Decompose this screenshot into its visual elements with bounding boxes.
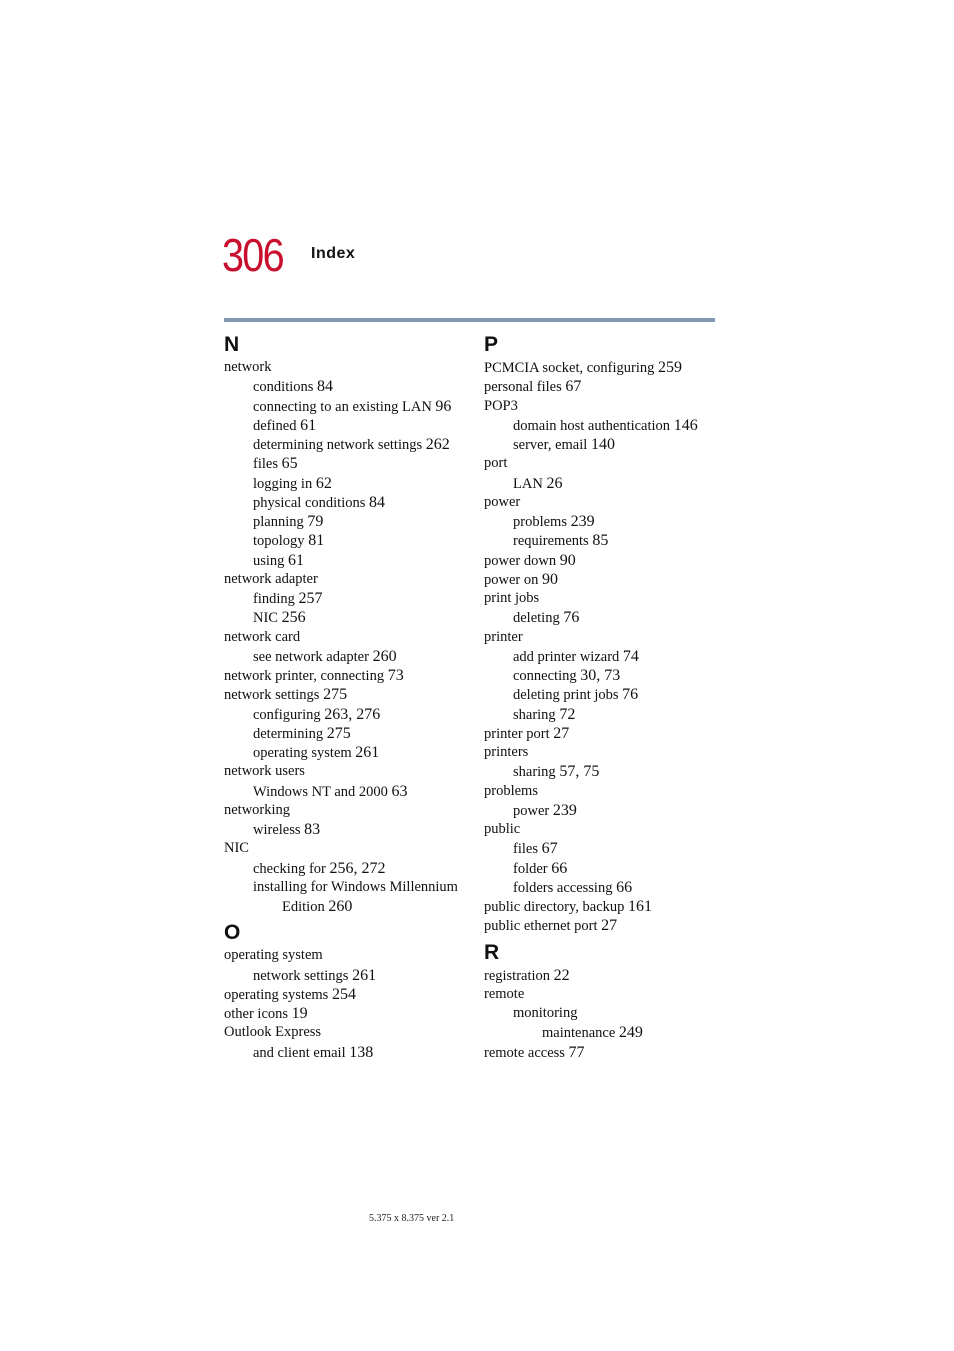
index-entry-pages: 62 (315, 474, 332, 492)
index-entry-term: network (224, 359, 272, 375)
index-entry (224, 1004, 464, 1023)
index-entry-pages: 27 (553, 724, 570, 742)
index-entry-term: public ethernet port (484, 918, 598, 935)
index-entry-term: requirements (513, 533, 589, 550)
index-entry-term: operating systems (224, 986, 329, 1003)
index-entry-term: problems (484, 782, 538, 799)
index-entry (484, 589, 724, 608)
index-entry-pages: 138 (349, 1043, 374, 1061)
index-entry-pages: 84 (317, 378, 334, 396)
index-entry-pages: 261 (355, 744, 380, 761)
index-entry (224, 762, 464, 781)
index-entry-pages: 76 (563, 609, 580, 627)
index-entry (224, 946, 464, 965)
index-entry-pages: 275 (323, 686, 348, 704)
index-entry (484, 570, 724, 589)
page-number: 306 (222, 229, 283, 281)
index-entry-term: installing for Windows Millennium (253, 878, 458, 895)
index-entry (484, 724, 724, 743)
index-entry (484, 1043, 724, 1062)
index-entry (484, 859, 724, 878)
index-entry-term: personal files (484, 379, 562, 396)
index-entry-term: physical conditions (253, 494, 366, 511)
index-entry (224, 377, 464, 396)
index-entry-term: network card (224, 628, 301, 645)
page-title: Index (311, 245, 356, 262)
index-entry (484, 628, 724, 647)
index-entry-pages: 239 (570, 513, 595, 530)
index-entry (484, 820, 724, 839)
index-entry-term: power down (484, 552, 557, 569)
index-entry (484, 358, 724, 377)
index-entry-term: conditions (253, 379, 314, 396)
index-entry (484, 801, 724, 820)
index-entry (484, 985, 724, 1004)
index-entry-term: NIC (224, 840, 249, 857)
index-entry (224, 493, 464, 512)
index-entry-pages: 257 (298, 590, 323, 607)
index-entry-term: server, email (513, 437, 588, 453)
index-entry (224, 474, 464, 493)
index-entry (224, 878, 464, 897)
index-entry (484, 435, 724, 454)
index-entry-pages: 275 (326, 724, 351, 742)
index-entry (224, 608, 464, 627)
index-entry-term: logging in (253, 475, 313, 492)
index-entry-term: determining (253, 725, 324, 742)
index-entry-term: remote access (484, 1044, 565, 1061)
index-entry-term: connecting to an existing LAN (253, 398, 432, 415)
index-entry-pages: 261 (352, 966, 377, 984)
index-entry-term: determining network settings (253, 437, 423, 453)
index-entry-term: see network adapter (253, 648, 369, 665)
index-entry-term: network settings (253, 967, 349, 984)
index-entry (484, 512, 724, 531)
index-entry-pages: 161 (628, 898, 653, 915)
index-entry-pages: 76 (622, 686, 639, 704)
index-entry-pages: 79 (307, 513, 324, 530)
index-entry-term: remote (484, 985, 525, 1002)
index-entry-term: files (513, 841, 538, 858)
index-entry (484, 493, 724, 512)
index-entry (224, 820, 464, 839)
index-entry-pages: 30, 73 (580, 667, 621, 684)
index-entry (224, 647, 464, 666)
index-entry (484, 839, 724, 858)
index-column-right (484, 330, 724, 1062)
index-entry (484, 1004, 724, 1023)
index-entry (224, 512, 464, 531)
index-entry-term: network printer, connecting (224, 668, 385, 684)
index-entry-pages: 19 (291, 1005, 308, 1022)
index-entry-pages: 260 (328, 898, 353, 915)
index-entry (484, 454, 724, 473)
index-entry (484, 743, 724, 762)
index-entry (224, 801, 464, 820)
index-entry-term: network adapter (224, 570, 318, 587)
index-entry-pages: 262 (425, 436, 450, 453)
index-entry (484, 1023, 724, 1042)
index-entry-term: operating system (224, 947, 323, 964)
index-entry (484, 666, 724, 685)
index-entry-term: network users (224, 763, 305, 780)
index-entry-term: folder (513, 860, 548, 877)
index-entry (224, 666, 464, 685)
index-entry (484, 897, 724, 916)
index-entry-term: files (253, 456, 278, 473)
index-entry-pages: 146 (673, 416, 698, 434)
index-entry (224, 570, 464, 589)
index-entry-pages: 66 (616, 878, 633, 896)
index-entry-pages: 63 (391, 782, 408, 800)
index-letter-heading: R (484, 940, 500, 964)
index-entry-pages: 77 (568, 1043, 585, 1061)
index-entry-term: printer (484, 628, 523, 645)
index-entry (224, 628, 464, 647)
index-entry-term: problems (513, 514, 567, 530)
index-entry-pages: 263, 276 (324, 705, 381, 723)
index-entry-term: print jobs (484, 590, 540, 606)
index-letter-heading: N (224, 333, 240, 356)
index-entry (224, 782, 464, 801)
index-entry-term: topology (253, 533, 305, 550)
index-entry-term: port (484, 455, 508, 472)
index-entry-term: operating system (253, 745, 352, 761)
index-entry (224, 589, 464, 608)
index-entry-term: public (484, 821, 521, 837)
index-entry-pages: 27 (601, 917, 618, 935)
index-entry (224, 551, 464, 570)
header-rule (224, 318, 715, 322)
index-entry-term: POP3 (484, 397, 518, 414)
index-entry-term: Outlook Express (224, 1024, 322, 1041)
index-entry-pages: 84 (369, 493, 385, 511)
index-entry-pages: 73 (387, 667, 404, 684)
index-entry (224, 724, 464, 743)
index-entry-term: connecting (513, 668, 577, 684)
index-entry-pages: 239 (552, 801, 577, 819)
index-entry-term: PCMCIA socket, configuring (484, 360, 655, 376)
index-entry-term: Windows NT and 2000 (253, 783, 388, 800)
index-entry-pages: 65 (281, 455, 298, 473)
index-entry (484, 878, 724, 897)
index-entry-term: planning (253, 514, 304, 530)
index-entry (484, 647, 724, 666)
index-entry-pages: 67 (565, 378, 582, 396)
index-entry-term: power (513, 802, 550, 819)
index-entry-pages: 256, 272 (329, 859, 386, 877)
index-entry-pages: 61 (288, 551, 305, 569)
index-entry-term: deleting print jobs (513, 687, 619, 704)
index-entry-term: power (484, 493, 521, 510)
index-entry-pages: 74 (622, 647, 639, 665)
index-entry-pages: 249 (618, 1024, 643, 1042)
index-entry-term: network settings (224, 687, 320, 704)
index-entry (224, 397, 464, 416)
index-entry (484, 762, 724, 781)
index-entry-term: monitoring (513, 1005, 578, 1021)
index-entry-pages: 256 (281, 609, 306, 627)
index-entry-term: defined (253, 417, 297, 434)
index-entry-pages: 96 (435, 397, 452, 415)
index-entry-pages: 90 (559, 551, 576, 569)
index-entry (484, 685, 724, 704)
index-entry (224, 416, 464, 435)
index-entry-term: finding (253, 591, 295, 607)
index-entry (484, 782, 724, 801)
index-entry (484, 608, 724, 627)
index-entry-term: wireless (253, 822, 301, 838)
index-entry-term: checking for (253, 860, 326, 877)
index-entry (484, 551, 724, 570)
index-entry (224, 897, 464, 916)
index-entry (224, 358, 464, 377)
index-entry (224, 705, 464, 724)
index-entry (224, 435, 464, 454)
index-entry (484, 916, 724, 935)
index-entry-term: printer port (484, 725, 550, 742)
index-entry (224, 1043, 464, 1062)
index-entry (224, 985, 464, 1004)
index-entry-term: Edition (282, 899, 325, 915)
index-entry-term: public directory, backup (484, 899, 625, 915)
index-letter-heading: P (484, 333, 499, 356)
index-entry (224, 839, 464, 858)
index-entry-term: LAN (513, 475, 543, 492)
index-entry-term: sharing (513, 764, 556, 781)
index-entry-term: configuring (253, 706, 321, 723)
index-entry-pages: 26 (546, 474, 563, 492)
index-entry (224, 531, 464, 550)
index-entry-pages: 85 (592, 532, 609, 550)
index-column-left (224, 330, 464, 1062)
index-entry-term: NIC (253, 610, 278, 627)
index-entry-term: folders accessing (513, 879, 613, 896)
index-entry-pages: 61 (300, 416, 317, 434)
index-entry-term: domain host authentication (513, 417, 671, 434)
index-entry-term: other icons (224, 1006, 289, 1022)
index-entry (224, 1023, 464, 1042)
index-entry-term: and client email (253, 1044, 346, 1061)
index-entry (484, 474, 724, 493)
index-entry-pages: 66 (551, 859, 568, 877)
index-entry-pages: 259 (658, 359, 682, 376)
index-entry-term: maintenance (542, 1025, 616, 1042)
index-entry (484, 397, 724, 416)
index-entry (484, 966, 724, 985)
index-entry-term: add printer wizard (513, 648, 620, 665)
index-entry-pages: 260 (372, 647, 397, 665)
index-letter-heading: O (224, 921, 241, 945)
index-entry-pages: 81 (308, 532, 325, 550)
footer-text: 5.375 x 8.375 ver 2.1 (369, 1213, 455, 1224)
index-entry-pages: 22 (553, 966, 570, 984)
index-entry-pages: 72 (559, 705, 576, 723)
index-entry (224, 685, 464, 704)
index-entry-term: using (253, 552, 285, 569)
index-entry (224, 859, 464, 878)
index-entry-pages: 90 (542, 570, 558, 588)
index-entry (224, 743, 464, 762)
index-entry (484, 416, 724, 435)
index-entry-pages: 67 (541, 840, 558, 858)
index-entry-term: deleting (513, 610, 560, 627)
index-entry-term: power on (484, 571, 539, 588)
index-entry-term: printers (484, 744, 529, 760)
index-entry (224, 966, 464, 985)
index-entry-pages: 57, 75 (559, 763, 600, 781)
index-entry (484, 531, 724, 550)
index-entry (484, 705, 724, 724)
index-entry (484, 377, 724, 396)
index-entry-pages: 83 (304, 821, 321, 838)
index-entry-term: sharing (513, 706, 556, 723)
index-entry (224, 454, 464, 473)
index-entry-pages: 254 (331, 985, 356, 1003)
index-entry-term: networking (224, 801, 291, 818)
index-entry-term: registration (484, 967, 551, 984)
index-entry-pages: 140 (590, 436, 615, 453)
